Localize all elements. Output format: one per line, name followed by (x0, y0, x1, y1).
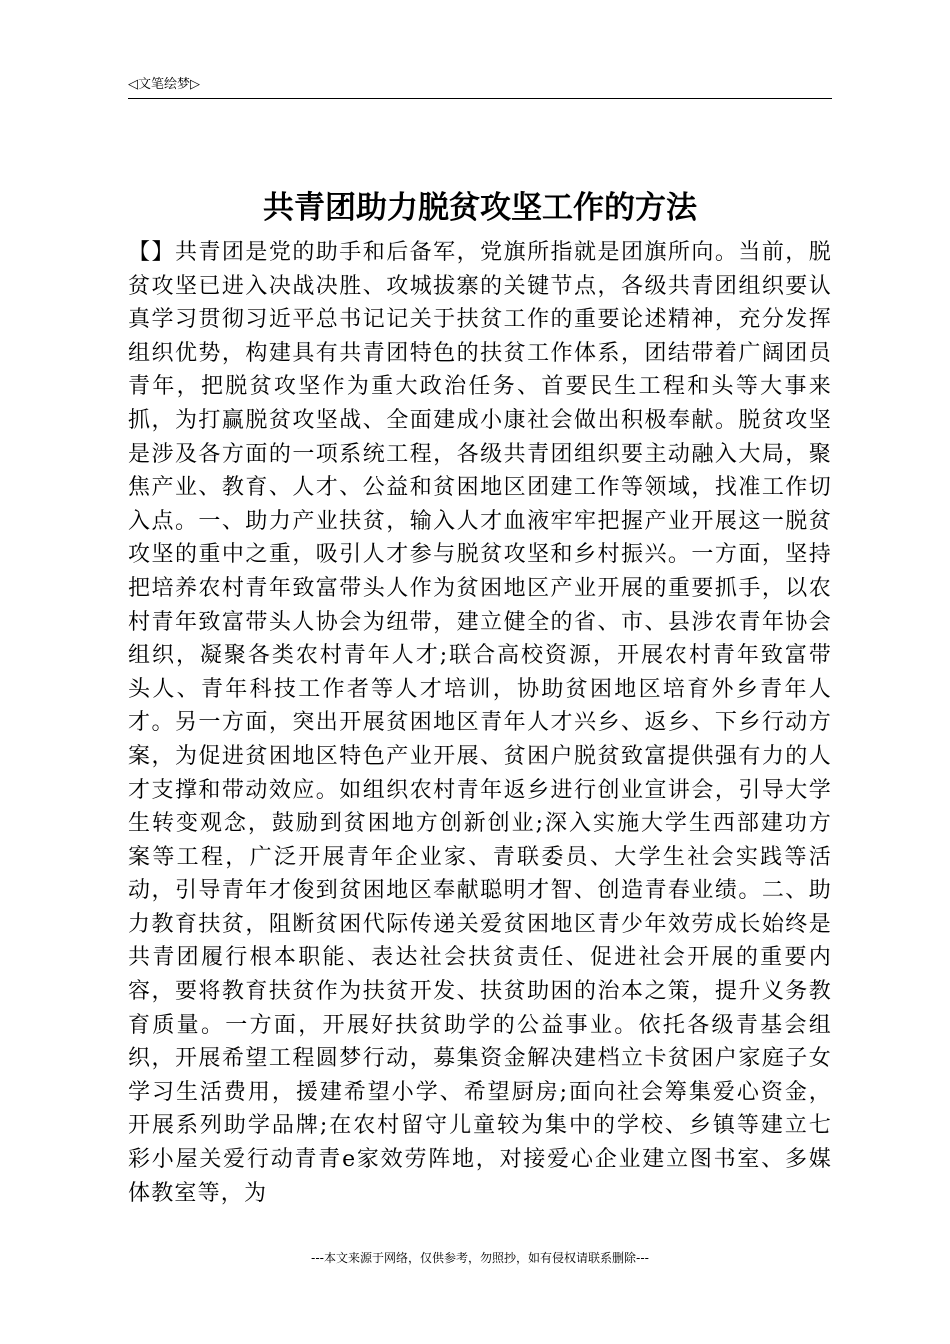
page-footer: ---本文来源于网络，仅供参考，勿照抄，如有侵权请联系删除--- (311, 1251, 649, 1265)
page-header (128, 76, 832, 99)
document-title: 共青团助力脱贫攻坚工作的方法 (263, 190, 697, 226)
document-body: 【】共青团是党的助手和后备军，党旗所指就是团旗所向。当前，脱贫攻坚已进入决战决胜、攻城拔寨的关键节点，各级共青团组织要认真学习贯彻习近平总书记记关于扶贫工作的重要论述精神，充分发挥组织优势，构建具有共青团特色的扶贫工作体系，团结带着广阔团员青年，把脱贫攻坚作为重大政治任务、首要民生工程和头等大事来抓，为打赢脱贫攻坚战、全面建成小康社会做出积极奉献。脱贫攻坚是涉及各方面的一项系统工程，各级共青团组织要主动融入大局，聚焦产业、教育、人才、公益和贫困地区团建工作等领域，找准工作切入点。一、助力产业扶贫，输入人才血液牢牢把握产业开展这一脱贫攻坚的重中之重，吸引人才参与脱贫攻坚和乡村振兴。一方面，坚持把培养农村青年致富带头人作为贫困地区产业开展的重要抓手，以农村青年致富带头人协会为纽带，建立健全的省、市、县涉农青年协会组织，凝聚各类农村青年人才;联合高校资源，开展农村青年致富带头人、青年科技工作者等人才培训，协助贫困地区培育外乡青年人才。另一方面，突出开展贫困地区青年人才兴乡、返乡、下乡行动方案，为促进贫困地区特色产业开展、贫困户脱贫致富提供强有力的人才支撑和带动效应。如组织农村青年返乡进行创业宣讲会，引导大学生转变观念，鼓励到贫困地方创新创业;深入实施大学生西部建功方案等工程，广泛开展青年企业家、青联委员、大学生社会实践等活动，引导青年才俊到贫困地区奉献聪明才智、创造青春业绩。二、助力教育扶贫，阻断贫困代际传递关爱贫困地区青少年效劳成长始终是共青团履行根本职能、表达社会扶贫责任、促进社会开展的重要内容，要将教育扶贫作为扶贫开发、扶贫助困的治本之策，提升义务教育质量。一方面，开展好扶贫助学的公益事业。依托各级青基会组织，开展希望工程圆梦行动，募集资金解决建档立卡贫困户家庭子女学习生活费用，援建希望小学、希望厨房;面向社会筹集爱心资金，开展系列助学品牌;在农村留守儿童较为集中的学校、乡镇等建立七彩小屋关爱行动青青e家效劳阵地，对接爱心企业建立图书室、多媒体教室等，为 (128, 240, 832, 1206)
header-label: ◁文笔绘梦▷ (128, 77, 200, 92)
